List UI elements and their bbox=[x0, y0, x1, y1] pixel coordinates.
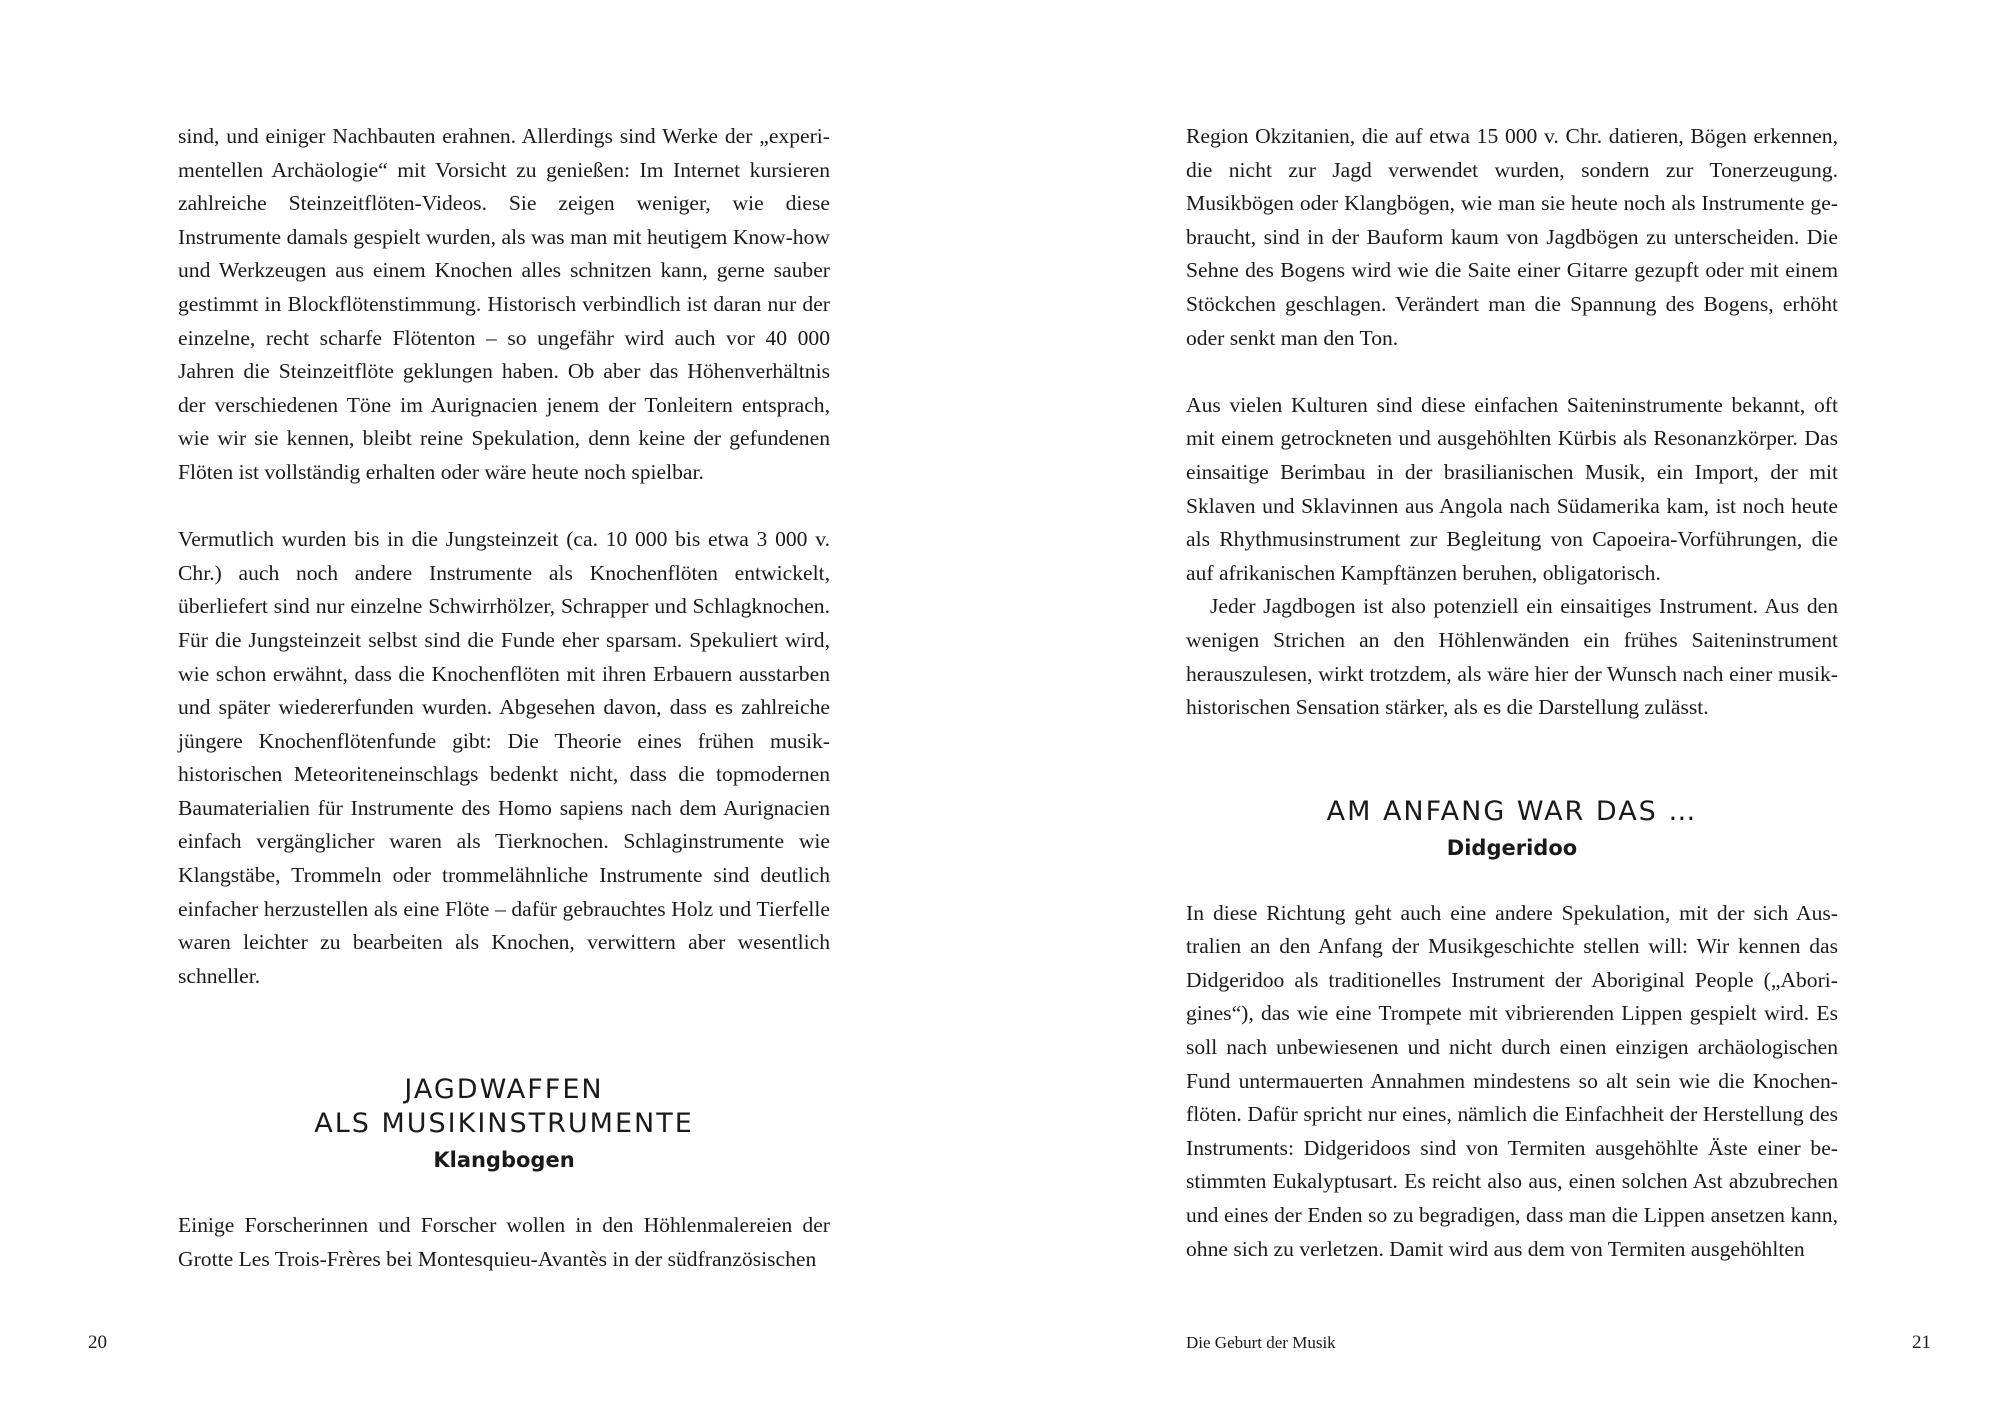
section-subtitle: Didgeridoo bbox=[1446, 835, 1578, 860]
body-paragraph: sind, und einiger Nachbauten erahnen. Allerdings sind Werke der „experimentellen Archäologie“ mit Vorsicht zu genießen: Im Internet kursieren zahlreiche Steinzeitflöten-Videos. Sie zeigen weniger, wie diese Instrumente damals gespielt wurden, als was man mit heutigem Know-how und Werkzeugen aus einem Knochen alles schnitzen kann, gerne sauber gestimmt in Blockflötenstimmung. Historisch verbindlich ist daran nur der einzelne, recht scharfe Flötenton – so ungefähr wird auch vor 40 000 Jahren die Steinzeitflöte geklungen haben. Ob aber das Höhenverhältnis der verschiedenen Töne im Aurignacien jenem der Tonleitern entsprach, wie wir sie kennen, bleibt reine Spekulation, denn keine der gefundenen Flöten ist vollständig erhalten oder wäre heute noch spielbar. bbox=[178, 124, 830, 484]
section-heading bbox=[178, 1073, 830, 1177]
section-title-line-2: ALS MUSIKINSTRUMENTE bbox=[314, 1108, 694, 1140]
body-paragraph: Aus vielen Kulturen sind diese einfachen Saiteninstrumente bekannt, oft mit einem getrockneten und ausgehöhlten Kürbis als Resonanzkörper. Das einsaitige Berimbau in der brasilianischen Musik, ein Import, der mit Sklaven und Sklavinnen aus Angola nach Südamerika kam, ist noch heute als Rhythmusinstrument zur Begleitung von Capoeira-Vorführungen, die auf afrikanischen Kampftänzen beruhen, obligatorisch. bbox=[1186, 392, 1838, 585]
page-number: 20 bbox=[88, 1332, 107, 1353]
section-title-line-1: JAGDWAFFEN bbox=[404, 1074, 604, 1106]
section-title: AM ANFANG WAR DAS … bbox=[1326, 795, 1698, 827]
section-subtitle: Klangbogen bbox=[433, 1148, 575, 1173]
running-head: Die Geburt der Musik bbox=[1186, 1333, 1336, 1352]
page-number: 21 bbox=[1912, 1332, 1931, 1353]
body-paragraph: Region Okzitanien, die auf etwa 15 000 v. Chr. datieren, Bögen erkennen, die nicht zur Jagd verwendet wurden, sondern zur Tonerzeugung. Musikbögen oder Klangbögen, wie man sie heute noch als Instrumente gebraucht, sind in der Bauform kaum von Jagdbögen zu unterscheiden. Die Sehne des Bogens wird wie die Saite einer Gitarre gezupft oder mit einem Stöckchen geschlagen. Verändert man die Spannung des Bogens, erhöht oder senkt man den Ton. bbox=[1186, 124, 1838, 350]
right-page bbox=[1000, 0, 2000, 1412]
section-heading bbox=[1186, 795, 1838, 865]
body-paragraph: Vermutlich wurden bis in die Jungsteinzeit (ca. 10 000 bis etwa 3 000 v. Chr.) auch noch andere Instrumente als Knochenflöten entwickelt, überliefert sind nur einzelne Schwirrhölzer, Schrapper und Schlagknochen. Für die Jungsteinzeit selbst sind die Funde eher sparsam. Spekuliert wird, wie schon erwähnt, dass die Knochenflöten mit ihren Erbauern ausstarben und später wiedererfunden wurden. Abgesehen davon, dass es zahlreiche jüngere Knochenflötenfunde gibt: Die Theorie eines frühen musikhistorischen Meteoriteneinschlags bedenkt nicht, dass die topmodernen Baumaterialien für Instrumente des Homo sapiens nach dem Aurignacien einfach vergänglicher waren als Tierknochen. Schlaginstrumente wie Klangstäbe, Trommeln oder trommelähnliche Instrumente sind deutlich einfacher herzustellen als eine Flöte – dafür gebrauchtes Holz und Tierfelle waren leichter zu bearbeiten als Knochen, verwittern aber wesentlich schneller. bbox=[178, 527, 830, 988]
body-paragraph: Jeder Jagdbogen ist also potenziell ein einsaitiges Instrument. Aus den wenigen Strichen an den Höhlenwänden ein frühes Saiteninstrument herauszulesen, wirkt trotzdem, als wäre hier der Wunsch nach einer musikhistorischen Sensation stärker, als es die Darstellung zulässt. bbox=[1186, 594, 1838, 720]
right-text-column bbox=[1186, 120, 1838, 1266]
body-paragraph: In diese Richtung geht auch eine andere Spekulation, mit der sich Australien an den Anfang der Musikgeschichte stellen will: Wir kennen das Didgeridoo als traditionelles Instrument der Aboriginal People („Aborigines“), das wie eine Trompete mit vibrierenden Lippen gespielt wird. Es soll nach unbewiesenen und nicht durch einen einzigen archäologischen Fund untermauerten Annahmen mindestens so alt sein wie die Knochenflöten. Dafür spricht nur eines, nämlich die Einfachheit der Herstellung des Instruments: Didgeridoos sind von Termiten ausgehöhlte Äste einer bestimmten Eukalyptusart. Es reicht also aus, einen solchen Ast abzubrechen und eines der Enden so zu begradigen, dass man die Lippen ansetzen kann, ohne sich zu verletzen. Damit wird aus dem von Termiten ausgehöhlten bbox=[1186, 900, 1838, 1261]
left-text-column bbox=[178, 120, 830, 1277]
body-paragraph: Einige Forscherinnen und Forscher wollen in den Höhlenmalereien der Grotte Les Trois-Frères bei Montesquieu-Avantès in der südfranzösischen bbox=[178, 1213, 830, 1272]
